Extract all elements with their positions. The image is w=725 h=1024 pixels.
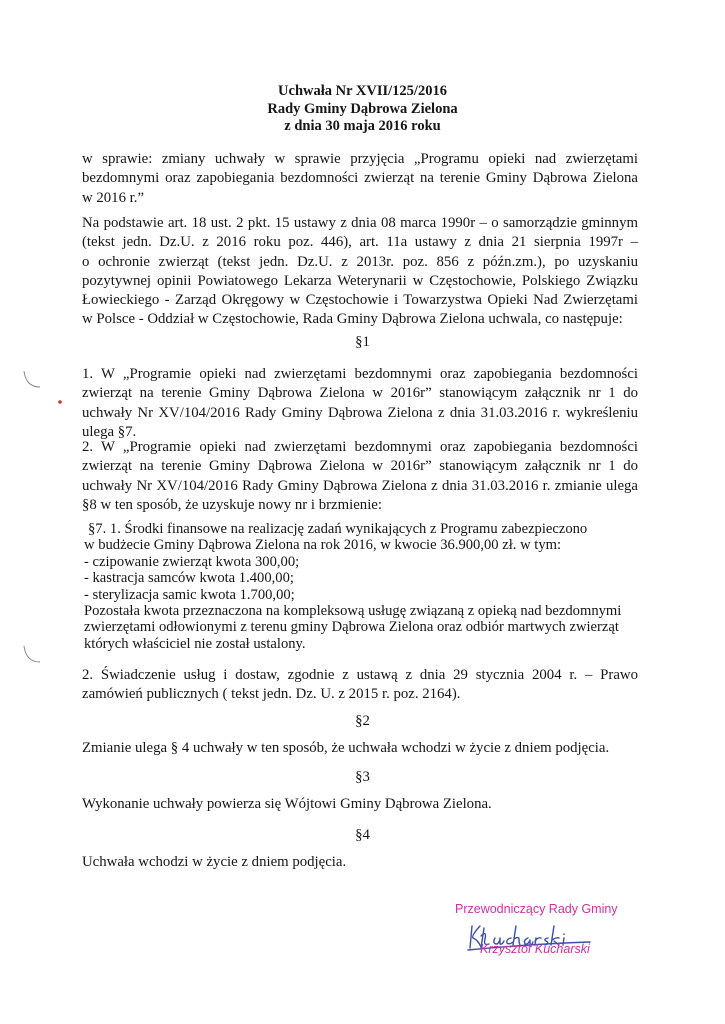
section-heading-4: §4 [355,827,370,843]
margin-bracket-mark [18,365,44,395]
text-line: Pozostała kwota przeznaczona na kompleksową usługę związaną z opieką nad bezdomnymi [84,602,622,619]
list-item: - sterylizacja samic kwota 1.700,00; [84,586,295,603]
text-line: bezdomnymi oraz zapobiegania bezdomności zwierząt na terenie Gminy Dąbrowa Zielona [82,170,638,187]
text-line: których właściciel nie został ustalony. [84,635,306,652]
list-item: - czipowanie zwierząt kwota 300,00; [84,553,300,570]
text-line: ulega §7. [82,423,137,440]
title-number: Uchwała Nr XVII/125/2016 [278,83,447,99]
s1-point-2 [82,438,638,515]
title-council: Rady Gminy Dąbrowa Zielona [267,100,458,117]
text-line: zwierząt na terenie Gminy Dąbrowa Zielona w 2016r” stanowiącym załącznik nr 1 do [82,385,638,402]
text-line: zwierzętami odłowionymi z terenu gminy Dąbrowa Zielona oraz odbiór martwych zwierząt [84,619,619,636]
text-line: 1. W „Programie opieki nad zwierzętami bezdomnymi oraz zapobiegania bezdomności [82,366,638,382]
text-line: uchwały Nr XV/104/2016 Rady Gminy Dąbrowa Zielona z dnia 31.03.2016 r. zmianie ulega [82,477,638,494]
text-line: uchwały Nr XV/104/2016 Rady Gminy Dąbrowa Zielona z dnia 31.03.2016 r. wykreśleniu [82,404,638,421]
text-line: §7. 1. Środki finansowe na realizację zadań wynikających z Programu zabezpieczono [88,521,588,537]
text-line: w 2016 r.” [82,189,145,206]
section-heading-1: §1 [355,334,370,350]
text-line: Wykonanie uchwały powierza się Wójtowi Gminy Dąbrowa Zielona. [82,796,492,812]
text-line: zwierząt na terenie Gminy Dąbrowa Zielona w 2016r” stanowiącym załącznik nr 1 do [82,458,638,475]
stamp-name: Krzysztof Kucharski [480,942,590,956]
s4-text [82,853,638,872]
text-line: pozytywnej opinii Powiatowego Lekarza Weterynarii w Częstochowie, Polskiego Związku [82,272,638,289]
s3-text [82,795,638,814]
subject-paragraph [82,150,638,208]
legal-basis-paragraph [82,214,638,330]
text-line: 2. W „Programie opieki nad zwierzętami bezdomnymi oraz zapobiegania bezdomności [82,439,638,455]
text-line: Zmianie ulega § 4 uchwały w ten sposób, że uchwała wchodzi w życie z dniem podjęcia. [82,740,610,756]
text-line: w budżecie Gminy Dąbrowa Zielona na rok 2016, w kwocie 36.900,00 zł. w tym: [84,537,562,554]
text-line: Uchwała wchodzi w życie z dniem podjęcia. [82,854,347,870]
margin-bracket-mark [18,640,44,670]
text-line: Na podstawie art. 18 ust. 2 pkt. 15 ustawy z dnia 08 marca 1990r – o samorządzie gminnym [82,215,638,231]
section-heading-2: §2 [355,713,370,729]
stamp-role: Przewodniczący Rady Gminy [455,902,618,916]
section-heading-3: §3 [355,769,370,785]
text-line: zamówień publicznych ( tekst jedn. Dz. U. z 2015 r. poz. 2164). [82,686,461,703]
text-line: w sprawie: zmiany uchwały w sprawie przyjęcia „Programu opieki nad zwierzętami [82,151,638,167]
text-line: §8 w ten sposób, że uzyskuje nowy nr i brzmienie: [82,496,382,513]
s2-text [82,739,638,758]
list-item: - kastracja samców kwota 1.400,00; [84,570,294,587]
text-line: w Polsce - Oddział w Częstochowie, Rada Gminy Dąbrowa Zielona uchwala, co następuje: [82,311,623,328]
new-paragraph-7 [84,521,644,652]
text-line: o ochronie zwierząt (tekst jedn. Dz.U. z 2013r. poz. 856 z późn.zm.), po uzyskaniu [82,253,638,270]
margin-dot-mark [56,398,64,406]
title-date: z dnia 30 maja 2016 roku [284,118,441,134]
new-paragraph-7-point-2 [82,666,638,705]
resolution-title [0,82,725,135]
text-line: (tekst jedn. Dz.U. z 2016 roku poz. 446), art. 11a ustawy z dnia 21 sierpnia 1997r – [82,234,638,251]
text-line: Łowieckiego - Zarząd Okręgowy w Częstochowie i Towarzystwa Opieki Nad Zwierzętami [82,292,638,309]
s1-point-1 [82,365,638,442]
text-line: 2. Świadczenie usług i dostaw, zgodnie z ustawą z dnia 29 stycznia 2004 r. – Prawo [82,667,638,683]
